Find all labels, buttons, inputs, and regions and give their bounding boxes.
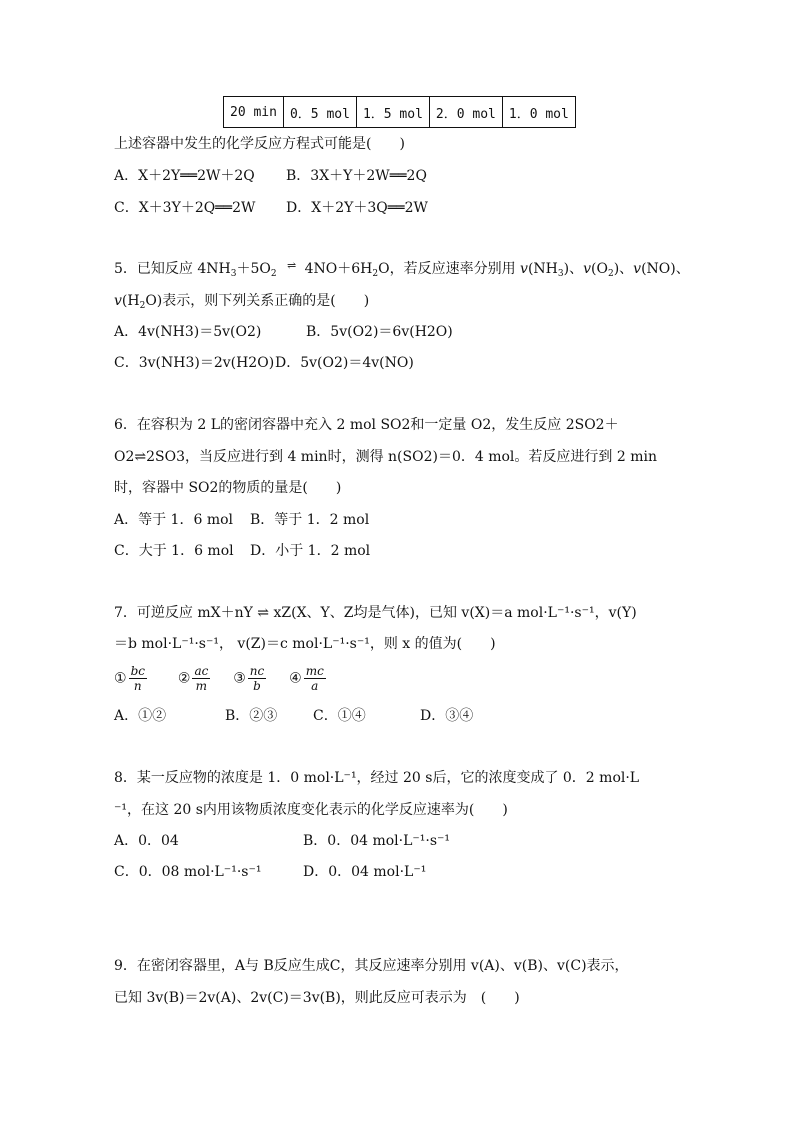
q8-option-d: D．0．04 mol·L⁻¹ [303,864,427,880]
q6-line-2: O2⇌2SO3，当反应进行到 4 min时，测得 n(SO2)＝0．4 mol。若反应进行到 2 min [114,449,657,465]
q5-option-c: C．3v(NH3)＝2v(H2O) [114,355,275,371]
q6-line-1: 6．在容积为 2 L的密闭容器中充入 2 mol SO2和一定量 O2，发生反应 2SO2＋ [114,417,619,433]
q8-line-1: 8．某一反应物的浓度是 1．0 mol·L⁻¹，经过 20 s后，它的浓度变成了 0．2 mol·L [114,770,640,786]
q9-line-2: 已知 3v(B)＝2v(A)、2v(C)＝3v(B)，则此反应可表示为 ( ) [114,990,520,1006]
table-cell: 2．0 mol [429,97,502,128]
choice-3-fraction: $\frac{nc}{b}$ [249,664,265,693]
q6-option-d: D．小于 1．2 mol [250,543,371,559]
q6-option-c: C．大于 1．6 mol [114,543,234,559]
choice-4-fraction: $\frac{mc}{a}$ [305,664,324,693]
table-row [224,97,576,128]
q9-line-1: 9．在密闭容器里，A与 B反应生成C，其反应速率分别用 v(A)、v(B)、v(C)表示， [114,958,629,974]
q7-line-1: 7．可逆反应 mX＋nY ⇌ xZ(X、Y、Z均是气体)，已知 v(X)＝a mol·L⁻¹·s⁻¹，v(Y) [114,605,637,621]
q7-choices [114,664,326,693]
q5-line-2: $v(H_2O)$表示，则下列关系正确的是( ) [114,293,370,311]
q4-option-b: B．3X＋Y＋2W══2Q [286,168,427,184]
q5-mid2: 4NO＋6H [304,261,373,277]
q7-line-2: ＝b mol·L⁻¹·s⁻¹， v(Z)＝c mol·L⁻¹·s⁻¹，则 x 的值为( ) [114,636,496,652]
data-table [223,96,576,128]
choice-2-marker: ② [177,670,191,687]
q7-option-d: D．③④ [420,708,474,724]
q8-line-2: ⁻¹，在这 20 s内用该物质浓度变化表示的化学反应速率为( ) [114,802,508,818]
q7-option-b: B．②③ [225,708,278,724]
choice-4-marker: ④ [289,670,302,687]
table-cell: 0．5 mol [283,97,356,128]
table-cell: 20 min [224,97,284,128]
q4-option-a: A．X＋2Y══2W＋2Q [114,168,255,184]
q8-option-b: B．0．04 mol·L⁻¹·s⁻¹ [303,833,451,849]
choice-1-fraction: $\frac{bc}{n}$ [130,664,145,693]
q4-option-c: C．X＋3Y＋2Q══2W [114,200,256,216]
table-cell: 1．5 mol [356,97,429,128]
q5-option-d: D．5v(O2)＝4v(NO) [275,355,414,371]
q5-line-1: 5．已知反应 $4NH_3+5O_2\rightleftharpoons$ $4NO+6H_2O$，若反应速率分别用 $v(NH_3)$、$v(O_2)$、v(NO)、 [114,259,690,284]
q8-option-c: C．0．08 mol·L⁻¹·s⁻¹ [114,864,262,880]
q5-mid1: ＋5O [236,261,271,277]
q5-option-b: B．5v(O2)＝6v(H2O) [306,324,453,340]
q7-option-a: A．①② [114,708,167,724]
q5-prefix: 5．已知反应 4NH [114,261,231,277]
q8-option-a: A．0．04 [114,833,179,849]
choice-1-marker: ① [114,670,127,687]
q7-option-c: C．①④ [313,708,366,724]
q6-option-a: A．等于 1．6 mol [114,512,234,528]
table-cell: 1．0 mol [502,97,575,128]
q5-mid3: O，若反应速率分别用 [378,261,521,277]
reversible-arrow-icon: ⇌ [286,259,295,272]
q6-line-3: 时，容器中 SO2的物质的量是( ) [114,480,342,496]
q6-option-b: B．等于 1．2 mol [250,512,370,528]
q5-option-a: A．4v(NH3)＝5v(O2) [114,324,262,340]
q4-stem: 上述容器中发生的化学反应方程式可能是( ) [114,136,405,152]
choice-3-marker: ③ [233,670,246,687]
q5-line2-text: 表示，则下列关系正确的是( ) [162,293,370,309]
choice-2-fraction: $\frac{ac}{m}$ [194,664,209,693]
q4-option-d: D．X＋2Y＋3Q══2W [286,200,428,216]
